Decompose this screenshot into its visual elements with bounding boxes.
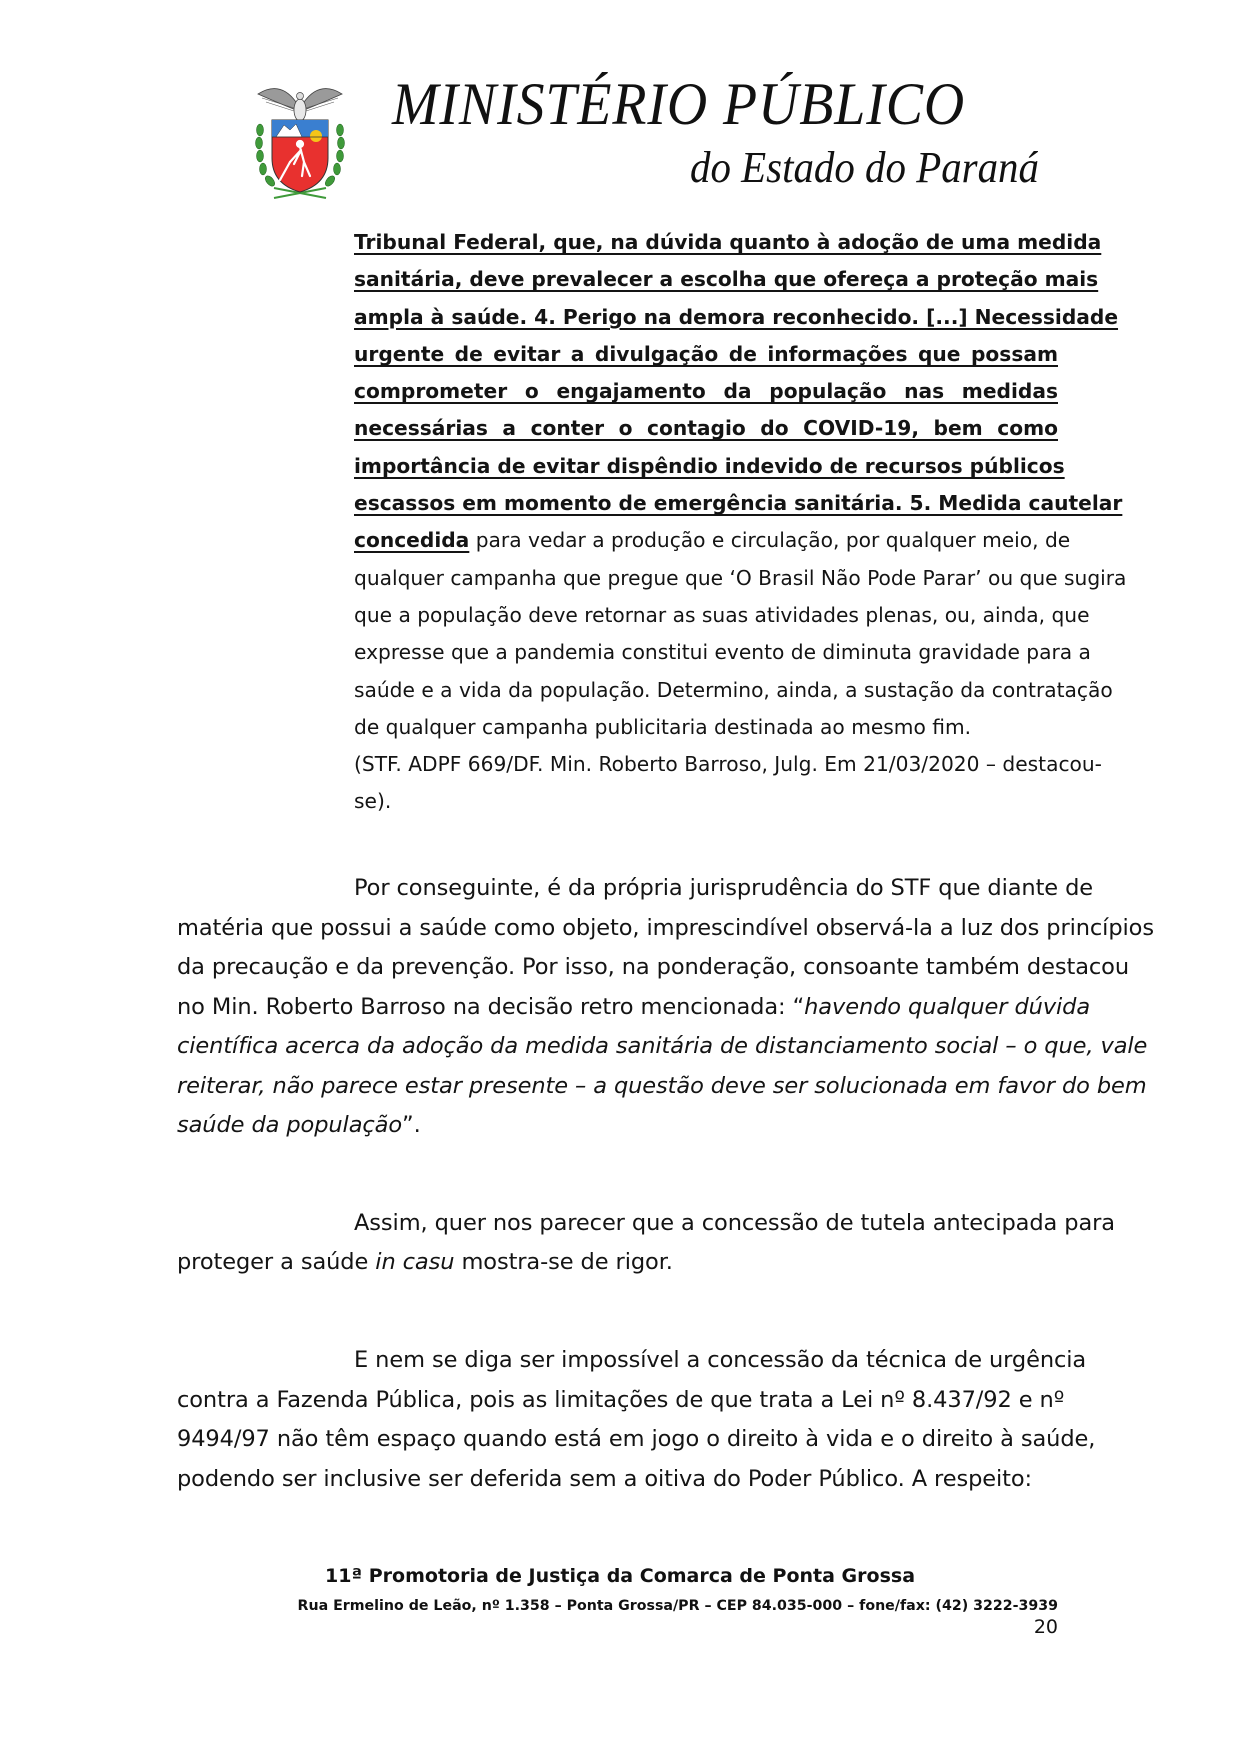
quote-line: saúde e a vida da população. Determino, ainda, a sustação da contratação <box>354 677 1113 702</box>
quote-line <box>354 522 1071 559</box>
quote-citation-end: se). <box>354 789 392 814</box>
paragraph-line: 9494/97 não têm espaço quando está em jogo o direito à vida e o direito à saúde, <box>177 1426 1096 1452</box>
quote-line: comprometer o engajamento da população nas medidas <box>354 379 1058 404</box>
quoted-italic-text: saúde da população <box>177 1112 403 1138</box>
quote-bold-word: concedida <box>354 528 470 553</box>
paragraph-line: contra a Fazenda Pública, pois as limitações de que trata a Lei nº 8.437/92 e nº <box>177 1387 1065 1413</box>
paragraph-line: Assim, quer nos parecer que a concessão de tutela antecipada para <box>354 1210 1115 1236</box>
quote-line: qualquer campanha que pregue que ‘O Brasil Não Pode Parar’ ou que sugira <box>354 565 1127 590</box>
quoted-italic-text: havendo qualquer dúvida <box>804 994 1091 1020</box>
text-run: proteger a saúde <box>177 1249 376 1275</box>
text-run: ”. <box>402 1112 421 1138</box>
paragraph-line: Por conseguinte, é da própria jurisprudência do STF que diante de <box>354 875 1094 901</box>
quote-line: importância de evitar dispêndio indevido de recursos públicos <box>354 453 1065 478</box>
paragraph-line: E nem se diga ser impossível a concessão da técnica de urgência <box>354 1347 1087 1373</box>
paragraph-line: podendo ser inclusive ser deferida sem a oitiva do Poder Público. A respeito: <box>177 1466 1033 1492</box>
quote-line: expresse que a pandemia constitui evento de diminuta gravidade para a <box>354 640 1091 665</box>
quote-line: sanitária, deve prevalecer a escolha que ofereça a proteção mais <box>354 267 1099 292</box>
paragraph-line <box>177 987 1091 1027</box>
text-run: mostra-se de rigor. <box>454 1249 673 1275</box>
latin-term: in casu <box>375 1249 455 1275</box>
paragraph-line <box>177 1105 1058 1145</box>
text-run: no Min. Roberto Barroso na decisão retro mencionada: “ <box>177 994 805 1020</box>
paragraph-line: da precaução e da prevenção. Por isso, na ponderação, consoante também destacou <box>177 954 1129 980</box>
footer-address: Rua Ermelino de Leão, nº 1.358 – Ponta Grossa/PR – CEP 84.035-000 – fone/fax: (42) 3222-3939 <box>297 1598 1058 1614</box>
jurisprudence-quote <box>354 224 1127 821</box>
quote-line: urgente de evitar a divulgação de informações que possam <box>354 341 1058 366</box>
footer-office: 11ª Promotoria de Justiça da Comarca de Ponta Grossa <box>324 1565 916 1587</box>
quote-citation: (STF. ADPF 669/DF. Min. Roberto Barroso, Julg. Em 21/03/2020 – destacou- <box>354 752 1102 777</box>
quote-line: escassos em momento de emergência sanitária. 5. Medida cautelar <box>354 491 1123 516</box>
paragraph-line <box>177 1066 1147 1106</box>
quote-line: Tribunal Federal, que, na dúvida quanto à adoção de uma medida <box>354 230 1102 254</box>
parana-coat-of-arms-icon <box>250 80 350 202</box>
quote-line-rest: para vedar a produção e circulação, por qualquer meio, de <box>469 528 1071 553</box>
quote-line: ampla à saúde. 4. Perigo na demora reconhecido. [...] Necessidade <box>354 304 1119 329</box>
header-title: MINISTÉRIO PÚBLICO <box>392 71 966 137</box>
header-subtitle: do Estado do Paraná <box>690 143 1039 192</box>
paragraph-line <box>177 1026 1148 1066</box>
quote-line: necessárias a conter o contagio do COVID-19, bem como <box>354 416 1058 441</box>
paragraph-line: matéria que possui a saúde como objeto, imprescindível observá-la a luz dos princípios <box>177 915 1154 941</box>
quote-line: que a população deve retornar as suas atividades plenas, ou, ainda, que <box>354 602 1090 627</box>
quoted-italic-text: científica acerca da adoção da medida sanitária de distanciamento social – o que, vale <box>177 1033 1148 1059</box>
quoted-italic-text: reiterar, não parece estar presente – a questão deve ser solucionada em favor do bem <box>177 1073 1147 1099</box>
page-number: 20 <box>1033 1616 1058 1638</box>
paragraph-line <box>177 1242 1058 1282</box>
quote-line: de qualquer campanha publicitaria destinada ao mesmo fim. <box>354 714 972 739</box>
